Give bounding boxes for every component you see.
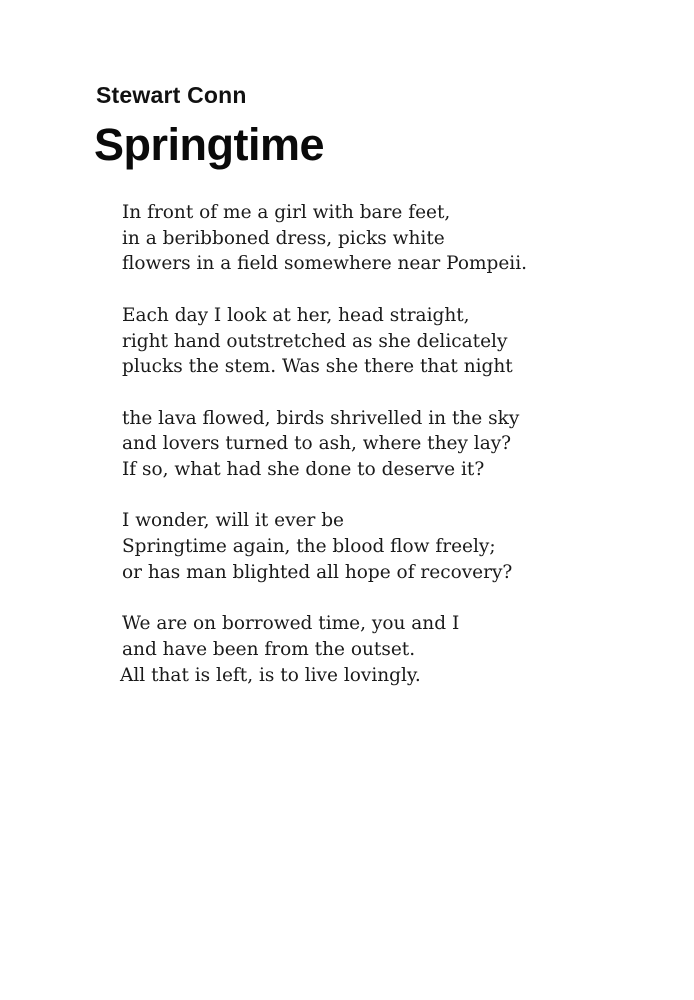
poem-title: Springtime — [94, 119, 325, 170]
poem-line: and have been from the outset. — [122, 638, 416, 660]
stanza — [122, 508, 642, 585]
stanza — [122, 406, 642, 483]
poem-line: If so, what had she done to deserve it? — [122, 459, 485, 480]
poem-line: I wonder, will it ever be — [122, 510, 344, 532]
poem-line: We are on borrowed time, you and I — [122, 613, 460, 635]
poem-line: flowers in a field somewhere near Pompeii. — [122, 253, 528, 275]
stanza — [122, 611, 642, 688]
poem-line: right hand outstretched as she delicately — [122, 330, 508, 352]
poem-line: or has man blighted all hope of recovery? — [122, 561, 513, 583]
poem-body — [122, 200, 642, 688]
poem-line: Each day I look at her, head straight, — [122, 304, 470, 326]
poem-line: the lava flowed, birds shrivelled in the sky — [122, 407, 520, 429]
stanza — [122, 200, 642, 277]
poem-author: Stewart Conn — [96, 82, 247, 108]
poem-line: In front of me a girl with bare feet, — [122, 202, 451, 223]
poem-line: in a beribboned dress, picks white — [122, 227, 445, 249]
poem-line: Springtime again, the blood flow freely; — [122, 536, 496, 558]
poem-line: and lovers turned to ash, where they lay? — [122, 433, 512, 455]
poem-line: plucks the stem. Was she there that night — [122, 356, 513, 378]
stanza — [122, 303, 642, 380]
poem-line: All that is left, is to live lovingly. — [120, 664, 421, 686]
